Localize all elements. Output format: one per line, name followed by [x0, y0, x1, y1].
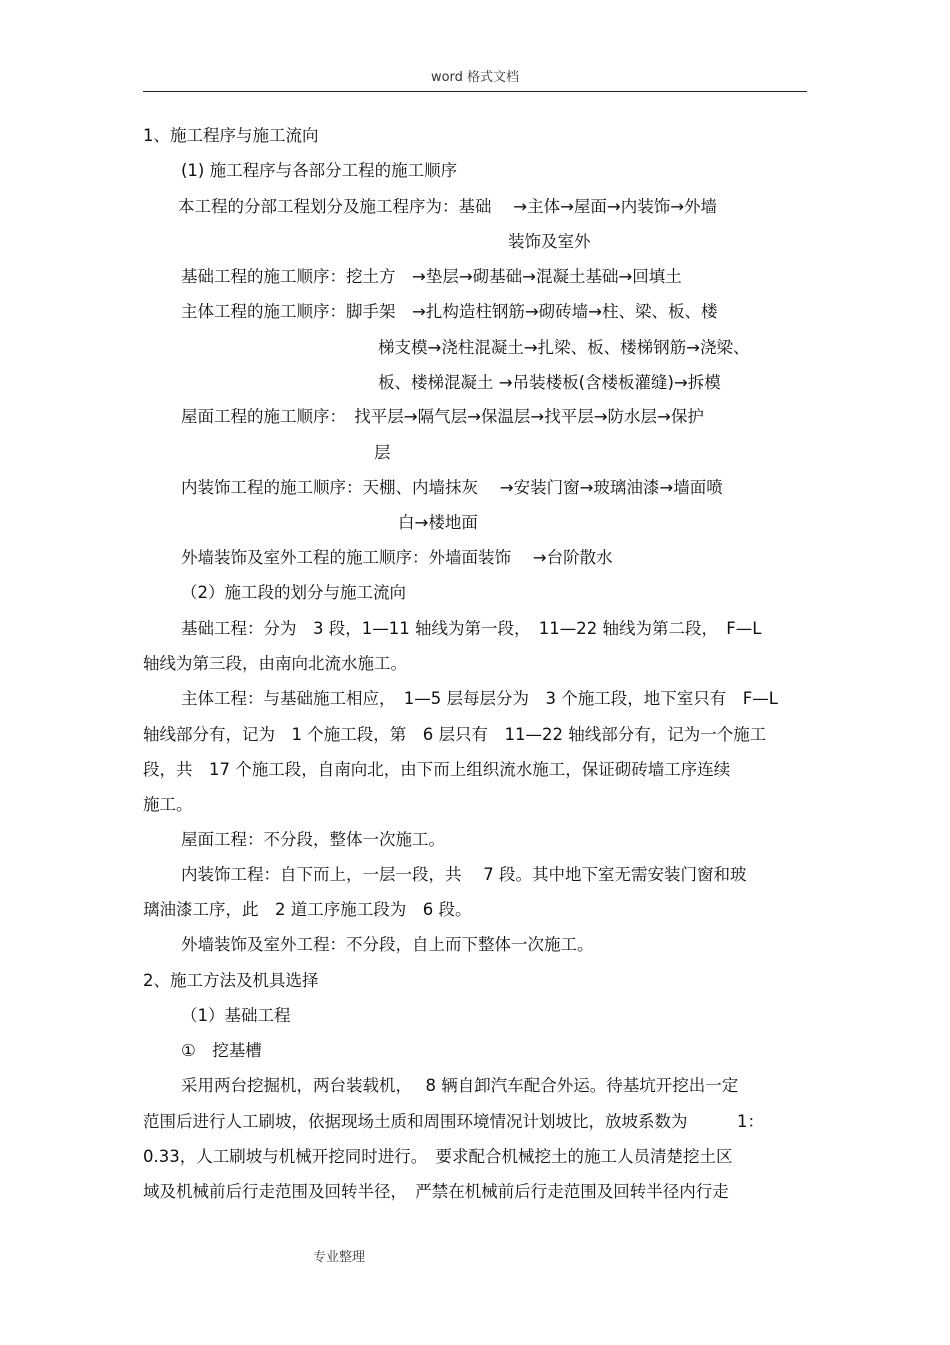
paragraph-line: 0.33，人工刷坡与机械开挖同时进行。 要求配合机械挖土的施工人员清楚挖土区	[143, 1147, 733, 1166]
paragraph-line: 外墙装饰及室外工程：不分段，自上而下整体一次施工。	[181, 935, 594, 954]
section-heading-1: 1、施工程序与施工流向	[143, 126, 319, 145]
paragraph-line: 外墙装饰及室外工程的施工顺序：外墙面装饰 →台阶散水	[181, 548, 613, 567]
paragraph-line: 轴线部分有，记为 1 个施工段，第 6 层只有 11—22 轴线部分有，记为一个施工	[143, 725, 767, 744]
paragraph-line: 白→楼地面	[398, 513, 478, 532]
page-footer: 专业整理	[312, 1250, 365, 1265]
paragraph-line: 范围后进行人工刷坡，依据现场土质和周围环境情况计划坡比，放坡系数为 1：	[143, 1112, 764, 1131]
paragraph-line: 内装饰工程：自下而上，一层一段，共 7 段。其中地下室无需安装门窗和玻	[181, 865, 747, 884]
paragraph-line: 采用两台挖掘机，两台装载机， 8 辆自卸汽车配合外运。待基坑开挖出一定	[181, 1076, 739, 1095]
item-heading: ① 挖基槽	[181, 1041, 262, 1060]
paragraph-line: 轴线为第三段，由南向北流水施工。	[143, 654, 407, 673]
paragraph-line: 域及机械前后行走范围及回转半径， 严禁在机械前后行走范围及回转半径内行走	[143, 1182, 729, 1201]
paragraph-line: 板、楼梯混凝土 →吊装楼板(含楼板灌缝)→拆模	[378, 373, 721, 392]
paragraph-line: 梯支模→浇柱混凝土→扎梁、板、楼梯钢筋→浇梁、	[378, 338, 750, 357]
header-rule	[143, 91, 807, 92]
subheading-3: （1）基础工程	[181, 1006, 291, 1025]
paragraph-line: 基础工程：分为 3 段，1—11 轴线为第一段， 11—22 轴线为第二段， F—L	[181, 619, 762, 638]
section-heading-2: 2、施工方法及机具选择	[143, 971, 319, 990]
subheading-1: (1) 施工程序与各部分工程的施工顺序	[181, 161, 458, 180]
paragraph-line: 屋面工程的施工顺序： 找平层→隔气层→保温层→找平层→防水层→保护	[181, 407, 704, 426]
paragraph-line: 主体工程的施工顺序：脚手架 →扎构造柱钢筋→砌砖墙→柱、梁、板、楼	[181, 302, 718, 321]
paragraph-line: 内装饰工程的施工顺序：天棚、内墙抹灰 →安装门窗→玻璃油漆→墙面喷	[181, 478, 723, 497]
paragraph-line: 施工。	[143, 795, 193, 814]
page-header: word 格式文档	[430, 70, 520, 85]
paragraph-line: 层	[374, 443, 391, 462]
paragraph-line: 本工程的分部工程划分及施工程序为：基础 →主体→屋面→内装饰→外墙	[178, 197, 718, 216]
paragraph-line: 屋面工程：不分段，整体一次施工。	[181, 830, 445, 849]
paragraph-line: 段，共 17 个施工段，自南向北，由下而上组织流水施工，保证砌砖墙工序连续	[143, 760, 731, 779]
subheading-2: （2）施工段的划分与施工流向	[181, 583, 406, 602]
paragraph-line: 装饰及室外	[508, 232, 591, 251]
paragraph-line: 璃油漆工序，此 2 道工序施工段为 6 段。	[143, 900, 472, 919]
paragraph-line: 基础工程的施工顺序：挖土方 →垫层→砌基础→混凝土基础→回填土	[181, 267, 682, 286]
paragraph-line: 主体工程：与基础施工相应， 1—5 层每层分为 3 个施工段，地下室只有 F—L	[181, 689, 778, 708]
